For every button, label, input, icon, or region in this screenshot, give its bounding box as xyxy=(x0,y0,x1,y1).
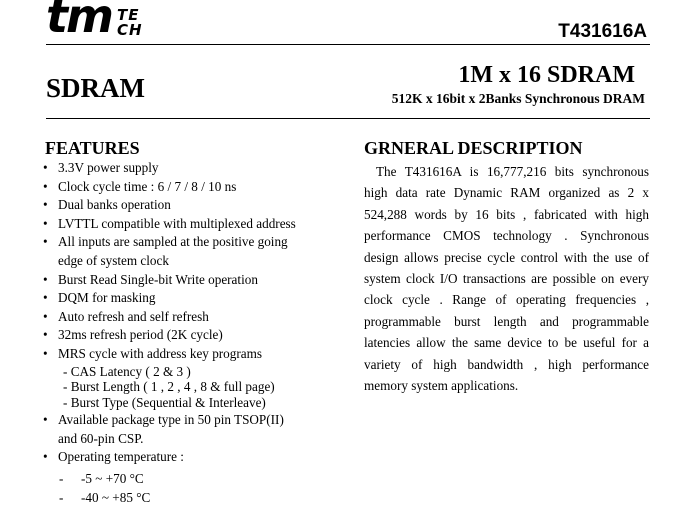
feature-continuation xyxy=(43,252,343,271)
feature-item xyxy=(43,326,343,345)
feature-item xyxy=(43,345,343,364)
feature-item xyxy=(43,178,343,197)
features-list xyxy=(43,159,343,507)
feature-item xyxy=(43,308,343,327)
bullet-icon: • xyxy=(43,271,48,287)
feature-text: All inputs are sampled at the positive going xyxy=(58,234,288,250)
dash-marker: - xyxy=(59,470,64,486)
bullet-icon: • xyxy=(43,215,48,231)
feature-text: -5 ~ +70 °C xyxy=(81,470,144,486)
feature-text: Available package type in 50 pin TSOP(II) xyxy=(58,411,284,427)
feature-subitem xyxy=(43,364,343,380)
bullet-icon: • xyxy=(43,160,48,175)
feature-text: LVTTL compatible with multiplexed address xyxy=(58,215,296,231)
feature-text: Dual banks operation xyxy=(58,197,171,213)
feature-text: Burst Read Single-bit Write operation xyxy=(58,271,258,287)
feature-continuation xyxy=(43,430,343,449)
feature-item xyxy=(43,159,343,178)
bullet-icon: • xyxy=(43,449,48,465)
bullet-icon: • xyxy=(43,327,48,343)
bullet-icon: • xyxy=(43,178,48,194)
company-logo xyxy=(46,2,156,42)
feature-text: - CAS Latency ( 2 & 3 ) xyxy=(63,363,191,379)
feature-item xyxy=(43,233,343,252)
doc-type: SDRAM xyxy=(46,73,145,103)
feature-item xyxy=(43,411,343,430)
description-text: The T431616A is 16,777,216 bits synchronous high data rate Dynamic RAM organized as 2 x 524,288 words by 16 bits , fabricated with high performance CMOS technology . Synchronous design allows precise cycle control with the use of system clock I/O transactions are possible on every clock cycle . Range of operating frequencies , programmable burst length and programmable latencies allow the same device to be useful for a variety of high bandwidth , high performance memory system applications. xyxy=(364,164,649,394)
feature-text: Clock cycle time : 6 / 7 / 8 / 10 ns xyxy=(58,178,237,194)
feature-text: and 60-pin CSP. xyxy=(58,430,144,446)
feature-text: 3.3V power supply xyxy=(58,160,159,175)
bullet-icon: • xyxy=(43,234,48,250)
feature-item xyxy=(43,448,343,467)
feature-text: MRS cycle with address key programs xyxy=(58,345,263,361)
feature-text: - Burst Length ( 1 , 2 , 4 , 8 & full page) xyxy=(63,379,275,395)
feature-text: Operating temperature : xyxy=(58,449,184,465)
logo-tm: tm xyxy=(46,0,112,43)
feature-text: -40 ~ +85 °C xyxy=(81,489,151,505)
bullet-icon: • xyxy=(43,290,48,306)
part-number: T431616A xyxy=(558,21,647,42)
features-heading: FEATURES xyxy=(45,138,140,158)
logo-ch: CH xyxy=(117,21,143,39)
feature-item xyxy=(43,196,343,215)
bullet-icon: • xyxy=(43,345,48,361)
feature-text: edge of system clock xyxy=(58,252,169,268)
bullet-icon: • xyxy=(43,411,48,427)
feature-item xyxy=(43,271,343,290)
feature-text: 32ms refresh period (2K cycle) xyxy=(58,327,223,343)
bullet-icon: • xyxy=(43,197,48,213)
feature-item xyxy=(43,289,343,308)
description-heading: GRNERAL DESCRIPTION xyxy=(364,138,583,158)
bullet-icon: • xyxy=(43,308,48,324)
feature-subitem xyxy=(43,395,343,411)
section-rule xyxy=(46,118,650,119)
temperature-range xyxy=(43,488,343,507)
feature-text: DQM for masking xyxy=(58,290,156,306)
dash-marker: - xyxy=(59,489,64,505)
feature-text: Auto refresh and self refresh xyxy=(58,308,209,324)
feature-item xyxy=(43,215,343,234)
logo-te: TE xyxy=(117,6,140,24)
product-title: 1M x 16 SDRAM xyxy=(458,62,635,88)
feature-text: - Burst Type (Sequential & Interleave) xyxy=(63,395,266,411)
temperature-range xyxy=(43,469,343,488)
feature-subitem xyxy=(43,379,343,395)
product-subtitle: 512K x 16bit x 2Banks Synchronous DRAM xyxy=(391,91,645,106)
header-rule xyxy=(46,44,650,45)
